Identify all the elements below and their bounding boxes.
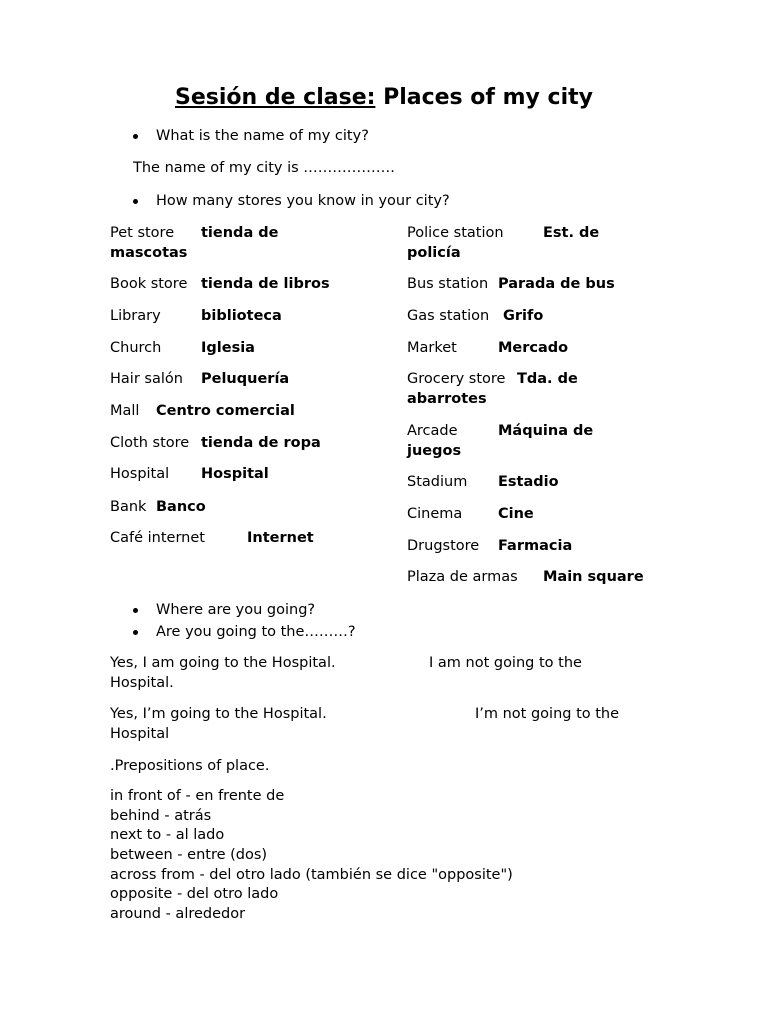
vocab-es: Iglesia [201,340,255,356]
example-yes-2: Yes, I’m going to the Hospital. [110,706,327,722]
vocab-en: Police station [407,225,504,241]
vocab-en: Bank [110,499,147,515]
vocab-es: tienda de [201,225,279,241]
vocab-en: Hair salón [110,371,183,387]
title-session-label: Sesión de clase: [175,85,376,110]
vocab-es: tienda de libros [201,276,330,292]
vocab-en: Church [110,340,162,356]
bullet-icon [133,199,138,204]
vocab-es: Main square [543,569,644,585]
example-no-1: I am not going to the [429,655,582,671]
vocab-es: Internet [247,530,314,546]
vocab-es: biblioteca [201,308,282,324]
question-going-to: Are you going to the………? [156,624,356,640]
vocab-en: Book store [110,276,188,292]
vocab-es: Estadio [498,474,559,490]
vocab-es: Máquina de [498,423,594,439]
vocab-es: Parada de bus [498,276,615,292]
vocab-es: Banco [156,499,206,515]
vocab-en: Bus station [407,276,489,292]
vocab-es: Mercado [498,340,569,356]
vocab-es: tienda de ropa [201,435,321,451]
vocab-es: Centro comercial [156,403,295,419]
vocab-es: Tda. de [517,371,578,387]
vocab-en: Grocery store [407,371,506,387]
prepositions-heading: .Prepositions of place. [110,758,270,774]
title-topic: Places of my city [375,85,593,110]
vocab-es: Peluquería [201,371,290,387]
vocab-es: Hospital [201,466,269,482]
question-city-name: What is the name of my city? [156,128,369,144]
list-item: in front of - en frente de [110,788,285,804]
vocab-en: Stadium [407,474,468,490]
example-cont-1: Hospital. [110,675,174,691]
question-stores: How many stores you know in your city? [156,193,450,209]
answer-city-name: The name of my city is ………………. [133,160,395,176]
vocab-en: Cloth store [110,435,190,451]
vocab-en: Drugstore [407,538,480,554]
vocab-en: Library [110,308,161,324]
question-where-going: Where are you going? [156,602,316,618]
list-item: between - entre (dos) [110,847,268,863]
example-yes-1: Yes, I am going to the Hospital. [110,655,336,671]
vocab-en: Mall [110,403,140,419]
vocab-en: Pet store [110,225,175,241]
bullet-icon [133,134,138,139]
page-title [0,84,768,112]
vocab-es: Farmacia [498,538,573,554]
vocab-en: Market [407,340,457,356]
vocab-es: Grifo [503,308,544,324]
vocab-en: Café internet [110,530,205,546]
vocab-en: Hospital [110,466,170,482]
bullet-icon [133,630,138,635]
vocab-es: Cine [498,506,534,522]
vocab-es: juegos [407,443,462,459]
vocab-es: mascotas [110,245,188,261]
list-item: behind - atrás [110,808,212,824]
example-cont-2: Hospital [110,726,170,742]
vocab-en: Gas station [407,308,490,324]
vocab-es: policía [407,245,461,261]
bullet-icon [133,608,138,613]
example-no-2: I’m not going to the [475,706,620,722]
list-item: across from - del otro lado (también se dice "opposite") [110,867,513,883]
list-item: next to - al lado [110,827,225,843]
vocab-es: abarrotes [407,391,487,407]
vocab-en: Cinema [407,506,463,522]
vocab-en: Plaza de armas [407,569,518,585]
list-item: opposite - del otro lado [110,886,279,902]
list-item: around - alrededor [110,906,246,922]
vocab-es: Est. de [543,225,600,241]
vocab-en: Arcade [407,423,458,439]
